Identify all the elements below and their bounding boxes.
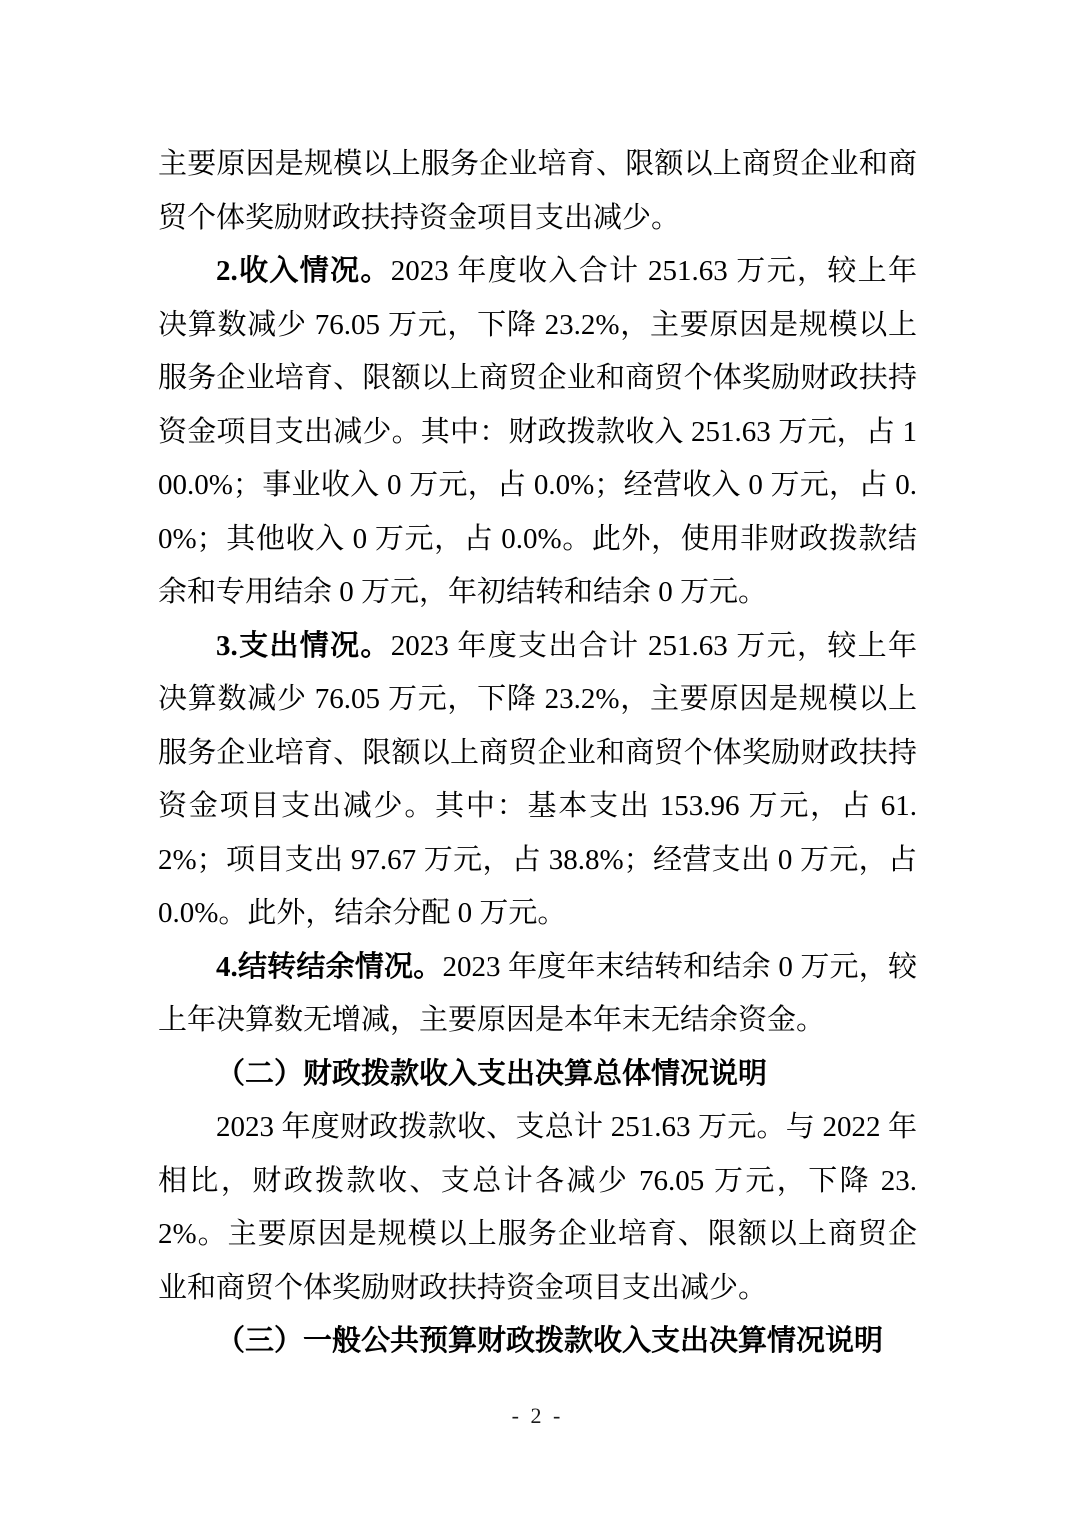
paragraph-text: 2023 年度收入合计 251.63 万元，较上年决算数减少 76.05 万元，下降 23.2%，主要原因是规模以上服务企业培育、限额以上商贸企业和商贸个体奖励财政扶持资金项目支出减少。其中：财政拨款收入 251.63 万元，占 100.0%；事业收入 0 万元，占 0.0%；经营收入 0 万元，占 0.0%；其他收入 0 万元，占 0.0%。此外，使用非财政拨款结余和专用结余 0 万元，年初结转和结余 0 万元。 xyxy=(158,255,917,608)
paragraph-continuation xyxy=(158,138,917,245)
section-heading-general-public-budget xyxy=(158,1315,917,1369)
section-heading-fiscal-appropriation xyxy=(158,1048,917,1102)
paragraph-text: 2023 年度年末结转和结余 0 万元，较上年决算数无增减，主要原因是本年末无结余资金。 xyxy=(158,950,917,1036)
page-number: - 2 - xyxy=(511,1403,564,1428)
paragraph-carryover-overview xyxy=(158,941,917,1048)
paragraph-expenditure-overview xyxy=(158,620,917,941)
paragraph-text: 主要原因是规模以上服务企业培育、限额以上商贸企业和商贸个体奖励财政扶持资金项目支出减少。 xyxy=(158,148,917,234)
paragraph-lead-income: 2.收入情况。 xyxy=(216,255,391,287)
document-body xyxy=(158,138,917,1369)
paragraph-income-overview xyxy=(158,245,917,620)
section-heading-text: （三）一般公共预算财政拨款收入支出决算情况说明 xyxy=(216,1325,884,1357)
paragraph-text: 2023 年度支出合计 251.63 万元，较上年决算数减少 76.05 万元，下降 23.2%，主要原因是规模以上服务企业培育、限额以上商贸企业和商贸个体奖励财政扶持资金项目支出减少。其中：基本支出 153.96 万元，占 61.2%；项目支出 97.67 万元，占 38.8%；经营支出 0 万元，占 0.0%。此外，结余分配 0 万元。 xyxy=(158,629,917,929)
paragraph-text: 2023 年度财政拨款收、支总计 251.63 万元。与 2022 年相比，财政拨款收、支总计各减少 76.05 万元，下降 23.2%。主要原因是规模以上服务企业培育、限额以上商贸企业和商贸个体奖励财政扶持资金项目支出减少。 xyxy=(158,1111,917,1304)
paragraph-lead-carryover: 4.结转结余情况。 xyxy=(216,950,443,983)
paragraph-fiscal-appropriation-detail xyxy=(158,1101,917,1315)
paragraph-lead-expenditure: 3.支出情况。 xyxy=(216,629,391,662)
section-heading-text: （二）财政拨款收入支出决算总体情况说明 xyxy=(216,1057,768,1090)
